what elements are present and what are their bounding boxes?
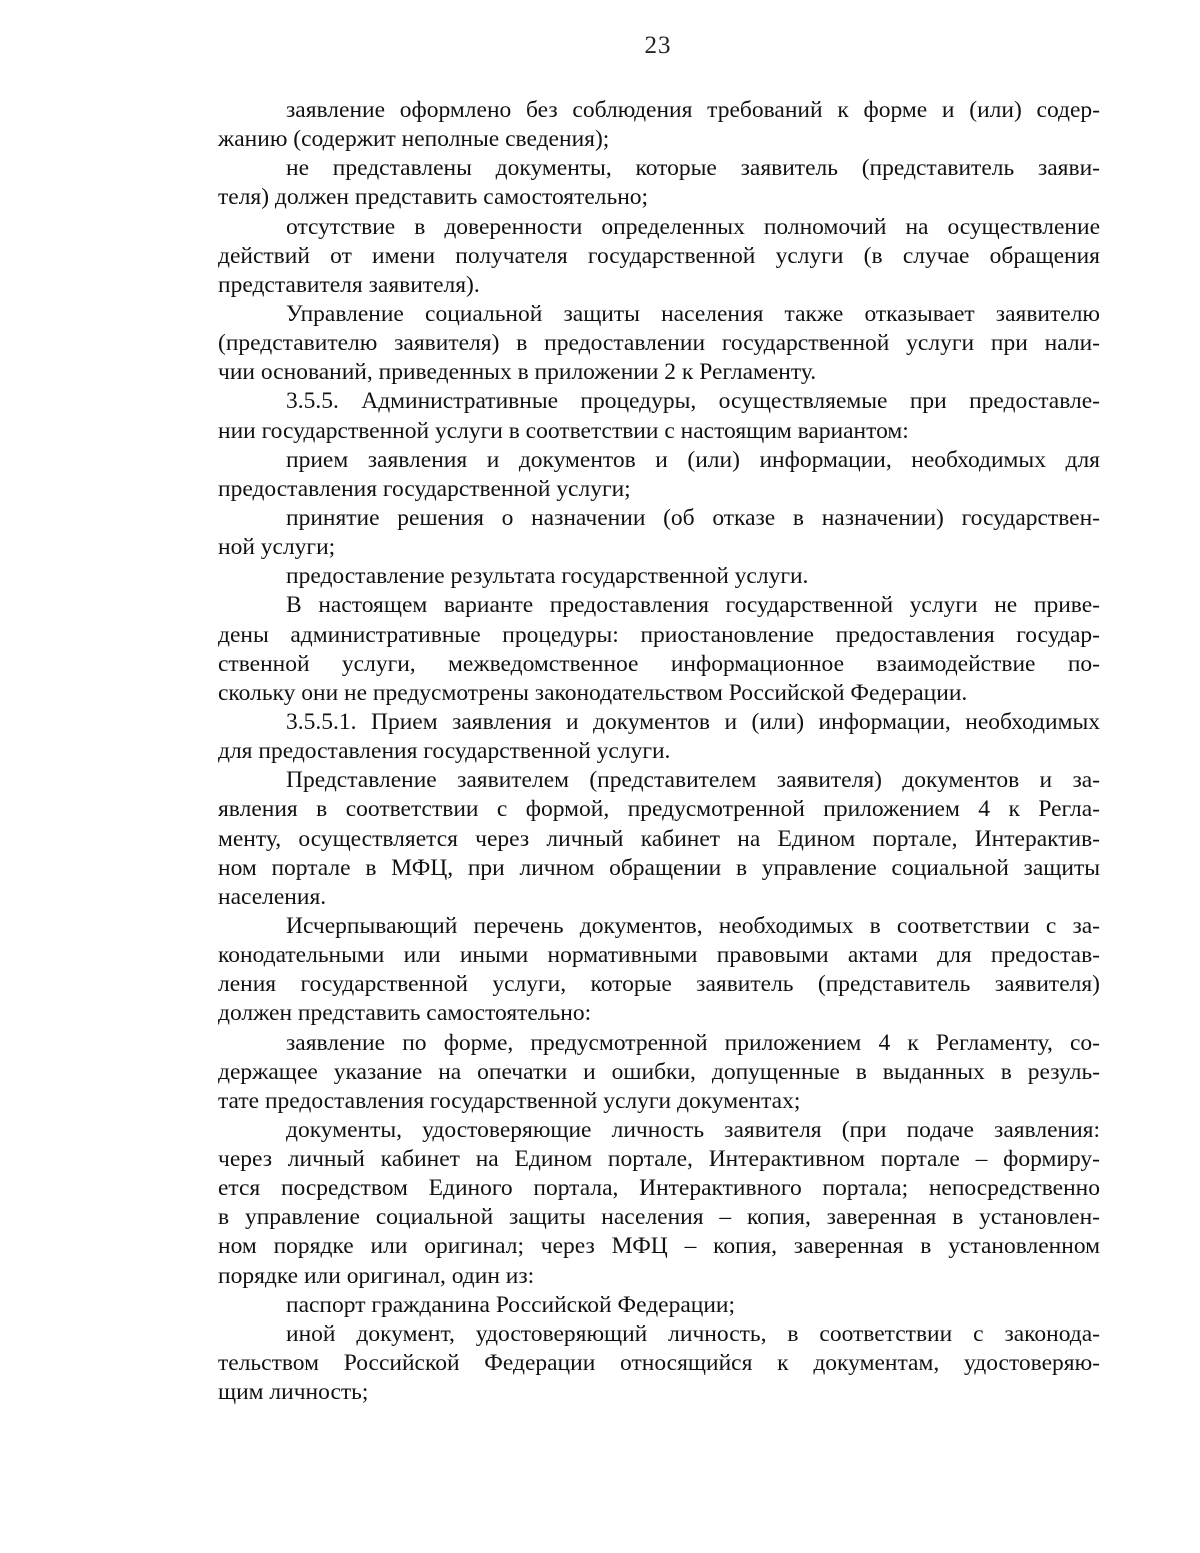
text-line: через личный кабинет на Едином портале, Интерактивном портале – формиру- (218, 1146, 1100, 1173)
text-line: прием заявления и документов и (или) информации, необходимых для (286, 446, 1100, 473)
text-line: ется посредством Единого портала, Интерактивного портала; непосредственно (218, 1175, 1100, 1202)
text-line: дены административные процедуры: приостановление предоставления государ- (218, 621, 1100, 648)
text-line: тате предоставления государственной услуги документах; (218, 1087, 801, 1114)
text-line: в управление социальной защиты населения – копия, заверенная в установлен- (218, 1204, 1100, 1231)
text-line: чии оснований, приведенных в приложении 2 к Регламенту. (218, 359, 817, 386)
text-line: действий от имени получателя государственной услуги (в случае обращения (218, 242, 1100, 269)
text-line: населения. (218, 883, 327, 910)
text-line: В настоящем варианте предоставления государственной услуги не приве- (286, 592, 1100, 619)
text-line: (представителю заявителя) в предоставлении государственной услуги при нали- (218, 330, 1100, 357)
text-line: Представление заявителем (представителем заявителя) документов и за- (286, 767, 1100, 794)
text-line: менту, осуществляется через личный кабинет на Едином портале, Интерактив- (218, 825, 1100, 852)
text-line: тельством Российской Федерации относящийся к документам, удостоверяю- (218, 1350, 1100, 1377)
text-line: заявление оформлено без соблюдения требований к форме и (или) содер- (286, 97, 1100, 123)
text-line: ном портале в МФЦ, при личном обращении в управление социальной защиты (218, 854, 1100, 881)
text-line: нии государственной услуги в соответствии с настоящим вариантом: (218, 417, 909, 444)
text-line: для предоставления государственной услуги. (218, 738, 671, 765)
text-line: явления в соответствии с формой, предусмотренной приложением 4 к Регла- (218, 796, 1100, 823)
text-line: держащее указание на опечатки и ошибки, допущенные в выданных в резуль- (218, 1058, 1100, 1085)
text-line: ственной услуги, межведомственное информационное взаимодействие по- (218, 650, 1100, 677)
text-line: предоставления государственной услуги; (218, 475, 631, 502)
text-line: должен представить самостоятельно: (218, 1000, 592, 1027)
text-line: теля) должен представить самостоятельно; (218, 184, 649, 211)
text-line: Управление социальной защиты населения также отказывает заявителю (286, 300, 1100, 327)
text-line: 3.5.5. Административные процедуры, осуществляемые при предоставле- (286, 388, 1100, 415)
document-body (218, 96, 1100, 1407)
text-line: предоставление результата государственной услуги. (286, 563, 809, 590)
page-number: 23 (644, 32, 672, 59)
text-line: Исчерпывающий перечень документов, необходимых в соответствии с за- (286, 912, 1100, 939)
text-line: скольку они не предусмотрены законодательством Российской Федерации. (218, 679, 968, 706)
text-line: ном порядке или оригинал; через МФЦ – копия, заверенная в установленном (218, 1233, 1100, 1260)
text-line: не представлены документы, которые заявитель (представитель заяви- (286, 155, 1100, 182)
text-line: паспорт гражданина Российской Федерации; (286, 1291, 736, 1318)
text-line: заявление по форме, предусмотренной приложением 4 к Регламенту, со- (286, 1029, 1100, 1056)
text-line: иной документ, удостоверяющий личность, в соответствии с законода- (286, 1320, 1100, 1347)
text-line: отсутствие в доверенности определенных полномочий на осуществление (286, 213, 1100, 240)
text-line: принятие решения о назначении (об отказе в назначении) государствен- (286, 504, 1100, 531)
text-line: конодательными или иными нормативными правовыми актами для предостав- (218, 942, 1100, 969)
text-line: представителя заявителя). (218, 271, 480, 298)
text-line: ления государственной услуги, которые заявитель (представитель заявителя) (218, 971, 1100, 998)
text-line: щим личность; (218, 1379, 369, 1406)
text-line: документы, удостоверяющие личность заявителя (при подаче заявления: (286, 1116, 1100, 1143)
text-line: порядке или оригинал, один из: (218, 1262, 535, 1289)
text-line: ной услуги; (218, 534, 336, 561)
text-line: 3.5.5.1. Прием заявления и документов и (или) информации, необходимых (286, 708, 1100, 735)
text-line: жанию (содержит неполные сведения); (218, 126, 610, 153)
